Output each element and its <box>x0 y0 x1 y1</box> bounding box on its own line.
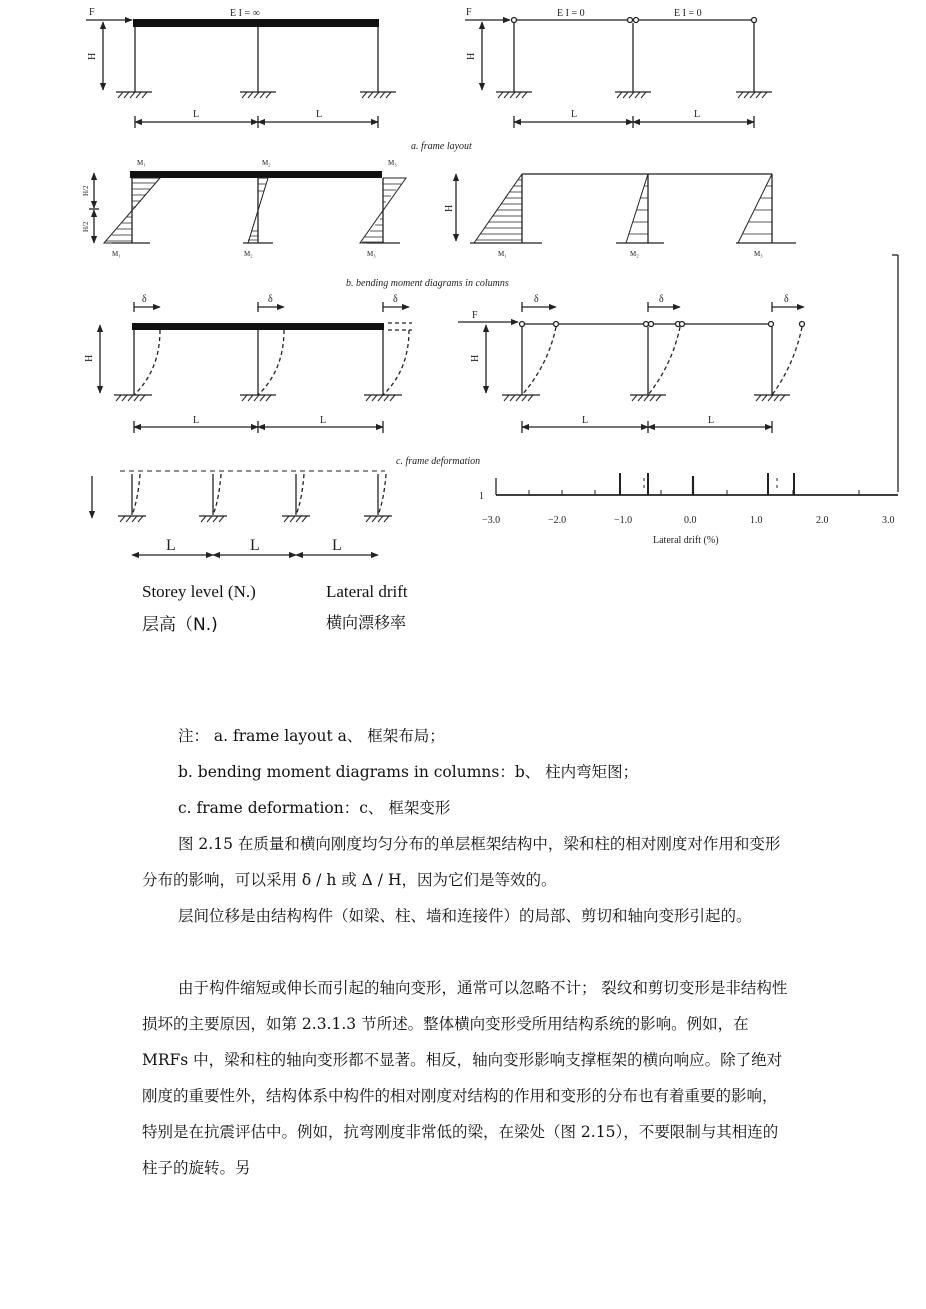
moment-label-m1: M₁ <box>498 250 507 258</box>
panel-b-rigid-moments <box>89 171 406 243</box>
panel-c-height-label: H <box>470 354 481 362</box>
note-line: 注： a. frame layout a、 框架布局； <box>178 727 445 745</box>
panel-c-rigid-deformation <box>100 302 412 433</box>
panel-a-span-label: L <box>571 109 578 120</box>
drift-label: δ <box>784 294 789 305</box>
panel-c-span-label: L <box>193 415 200 426</box>
drift-label: δ <box>659 294 664 305</box>
panel-a-span-label: L <box>193 109 200 120</box>
body-paragraph: 层间位移是由结构构件（如梁、柱、墙和连接件）的局部、剪切和轴向变形引起的。 <box>178 907 752 925</box>
panel-a-rigid-frame <box>86 19 396 128</box>
drift-tick-label: −2.0 <box>548 515 567 526</box>
panel-a-force-label: F <box>466 7 472 18</box>
panel-a-pinned-frame <box>465 18 772 129</box>
panel-a-rigid-beam-label: E I = ∞ <box>230 8 260 19</box>
drift-label: δ <box>393 294 398 305</box>
panel-a-height-label: H <box>466 52 477 60</box>
moment-label-m3: M₃ <box>367 250 376 258</box>
note-line: b. bending moment diagrams in columns：b、 柱内弯矩图； <box>178 763 639 781</box>
moment-label-m1: M₁ <box>137 159 146 167</box>
panel-b-caption: b. bending moment diagrams in columns <box>346 278 509 289</box>
panel-c-height-label: H <box>84 354 95 362</box>
body-paragraph: 由于构件缩短或伸长而引起的轴向变形，通常可以忽略不计； 裂纹和剪切变形是非结构性损坏的主要原因，如第 2.3.1.3 节所述。整体横向变形受所用结构系统的影响。例如，在 MRFs 中，梁和柱的轴向变形都不显著。相反，轴向变形影响支撑框架的横向响应。除了绝对刚度的重要性外，结构体系中构件的相对刚度对结构的作用和变形的分布也有着重要的影响，特别是在抗震评估中。例如，抗弯刚度非常低的梁，在梁处（图 2.15），不要限制与其相连的柱子的旋转。另 <box>142 979 788 1177</box>
panel-c-span-label: L <box>320 415 327 426</box>
drift-tick-label: −3.0 <box>482 515 501 526</box>
panel-a-span-label: L <box>316 109 323 120</box>
panel-c-force-label: F <box>472 310 478 321</box>
drift-tick-label: 1.0 <box>750 515 763 526</box>
panel-d-span-label: L <box>250 537 260 554</box>
moment-label-m2: M₂ <box>630 250 639 258</box>
note-line: c. frame deformation：c、 框架变形 <box>178 799 451 817</box>
drift-tick-label: 2.0 <box>816 515 829 526</box>
panel-d-span-label: L <box>332 537 342 554</box>
body-paragraph: 图 2.15 在质量和横向刚度均匀分布的单层框架结构中，梁和柱的相对刚度对作用和变形分布的影响，可以采用 δ / h 或 Δ / H，因为它们是等效的。 <box>142 835 781 889</box>
moment-label-m1: M₁ <box>112 250 121 258</box>
moment-label-m2: M₂ <box>244 250 253 258</box>
panel-c-span-label: L <box>582 415 589 426</box>
moment-label-m2: M₂ <box>262 159 271 167</box>
panel-c-span-label: L <box>708 415 715 426</box>
drift-tick-label: 0.0 <box>684 515 697 526</box>
panel-d-frame-fragment <box>92 471 392 555</box>
panel-a-caption: a. frame layout <box>411 141 472 152</box>
moment-label-m3: M₃ <box>754 250 763 258</box>
panel-a-flexible-beam-label: E I = 0 <box>557 8 585 19</box>
drift-label: δ <box>534 294 539 305</box>
panel-b-half-height-label: H/2 <box>82 221 90 232</box>
drift-tick-label: −1.0 <box>614 515 633 526</box>
panel-d-span-label: L <box>166 537 176 554</box>
drift-storey-tick: 1 <box>479 491 484 502</box>
panel-c-pinned-deformation <box>458 302 805 433</box>
drift-tick-label: 3.0 <box>882 515 895 526</box>
legend-drift-cn: 横向漂移率 <box>326 613 407 632</box>
frame-figure <box>0 0 926 560</box>
legend-storey-cn: 层高（N.) <box>142 615 218 635</box>
drift-label: δ <box>268 294 273 305</box>
panel-a-flexible-beam-label: E I = 0 <box>674 8 702 19</box>
panel-a-span-label: L <box>694 109 701 120</box>
drift-axis <box>496 473 898 495</box>
drift-label: δ <box>142 294 147 305</box>
legend-storey-en: Storey level (N.) <box>142 582 256 601</box>
panel-a-force-label: F <box>89 7 95 18</box>
legend-drift-en: Lateral drift <box>326 582 408 601</box>
panel-b-half-height-label: H/2 <box>82 185 90 196</box>
panel-a-height-label: H <box>87 52 98 60</box>
panel-b-height-label: H <box>444 204 455 212</box>
panel-c-caption: c. frame deformation <box>396 456 481 467</box>
drift-axis-title: Lateral drift (%) <box>653 535 719 546</box>
moment-label-m3: M₃ <box>388 159 397 167</box>
